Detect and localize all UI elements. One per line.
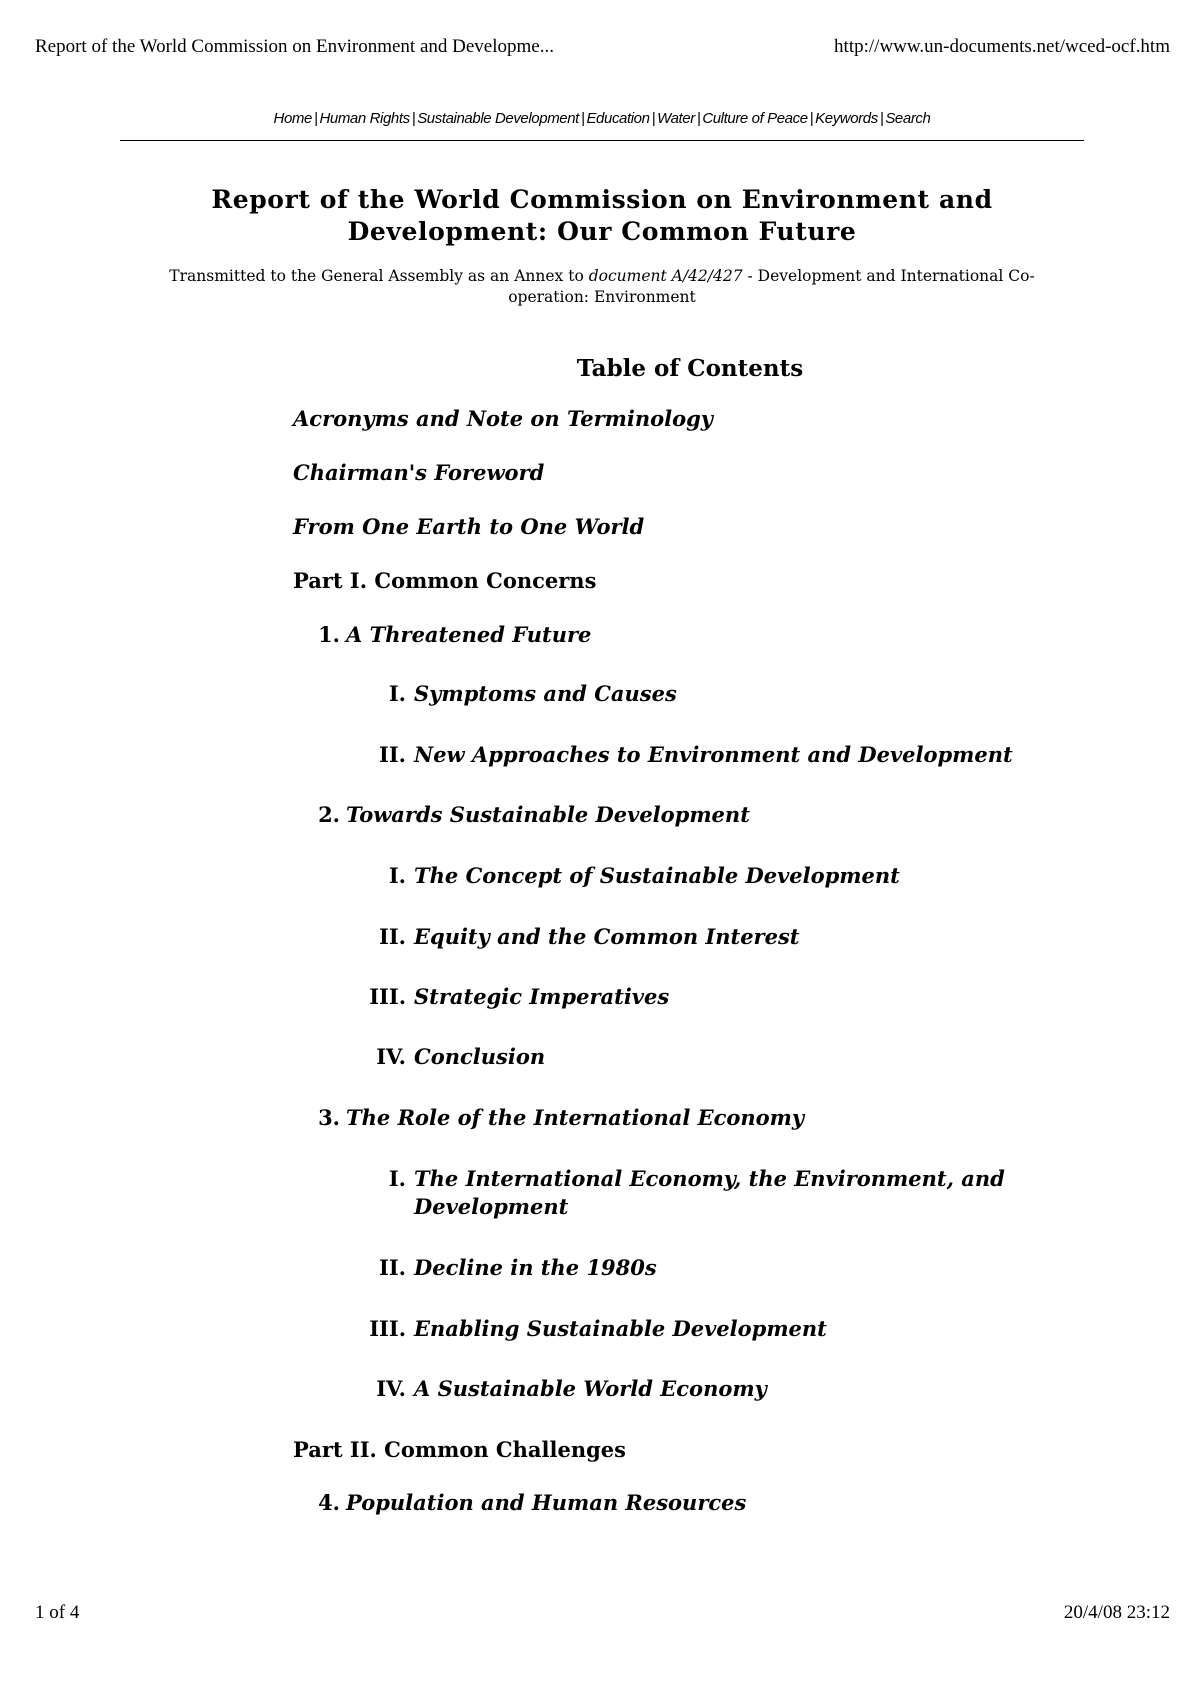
toc-item-acronyms	[293, 405, 713, 433]
toc-section	[340, 862, 900, 890]
nav-link-education[interactable]: Education	[586, 110, 650, 127]
toc-chapter	[290, 1104, 804, 1132]
nav-divider	[120, 140, 1084, 141]
toc-chapter	[290, 801, 750, 829]
nav-link-search[interactable]: Search	[885, 110, 931, 127]
subtitle-suffix: - Development and International Co-operation: Environment	[508, 267, 1035, 306]
toc-link[interactable]: A Sustainable World Economy	[414, 1376, 767, 1401]
nav-separator: |	[651, 110, 656, 127]
toc-link[interactable]: From One Earth to One World	[293, 514, 645, 539]
nav-link-home[interactable]: Home	[273, 110, 312, 127]
toc-section	[340, 923, 800, 951]
toc-section	[340, 741, 1013, 769]
nav-separator: |	[696, 110, 701, 127]
nav-link-sustainable-development[interactable]: Sustainable Development	[417, 110, 579, 127]
toc-chapter-number: 3.	[318, 1105, 340, 1130]
nav-separator: |	[313, 110, 318, 127]
nav-link-human-rights[interactable]: Human Rights	[319, 110, 410, 127]
toc-link[interactable]: Population and Human Resources	[346, 1490, 747, 1515]
toc-link[interactable]: Conclusion	[414, 1044, 546, 1069]
nav-separator: |	[411, 110, 416, 127]
toc-part-label: Part I. Common Concerns	[293, 568, 597, 593]
toc-section-number: IV.	[376, 1044, 406, 1069]
toc-section	[340, 983, 669, 1011]
toc-chapter-number: 4.	[318, 1490, 340, 1515]
toc-chapter-number: 2.	[318, 802, 340, 827]
toc-section-number: II.	[379, 1255, 406, 1280]
toc-part-heading	[293, 1436, 626, 1464]
toc-section	[340, 1375, 767, 1403]
toc-chapter	[290, 621, 591, 649]
toc-link[interactable]: Chairman's Foreword	[293, 460, 545, 485]
toc-section-number: II.	[379, 924, 406, 949]
toc-link[interactable]: A Threatened Future	[346, 622, 592, 647]
nav-link-culture-of-peace[interactable]: Culture of Peace	[702, 110, 808, 127]
toc-chapter-number: 1.	[318, 622, 340, 647]
toc-link[interactable]: The Role of the International Economy	[346, 1105, 805, 1130]
toc-link[interactable]: Decline in the 1980s	[414, 1255, 657, 1280]
toc-link[interactable]: New Approaches to Environment and Development	[414, 742, 1013, 767]
toc-section-number: III.	[369, 984, 406, 1009]
nav-separator: |	[879, 110, 884, 127]
toc-section-number: I.	[388, 1166, 406, 1191]
toc-section	[340, 1315, 827, 1343]
toc-link[interactable]: Enabling Sustainable Development	[414, 1316, 827, 1341]
subtitle-prefix: Transmitted to the General Assembly as an Annex to	[169, 267, 589, 285]
nav-separator: |	[809, 110, 814, 127]
toc-section	[340, 680, 677, 708]
toc-part-heading	[293, 567, 596, 595]
toc-section	[340, 1254, 657, 1282]
document-subtitle	[150, 266, 1054, 308]
nav-separator: |	[580, 110, 585, 127]
toc-section-number: IV.	[376, 1376, 406, 1401]
document-title: Report of the World Commission on Environment and Development: Our Common Future	[211, 185, 993, 246]
toc-section	[340, 1043, 545, 1071]
toc-link[interactable]: Equity and the Common Interest	[414, 924, 800, 949]
nav-link-water[interactable]: Water	[657, 110, 695, 127]
toc-link[interactable]: The International Economy, the Environment, and Development	[414, 1166, 1005, 1219]
toc-chapter	[290, 1489, 746, 1517]
print-footer-page: 1 of 4	[35, 1602, 80, 1623]
toc-item-foreword	[293, 459, 544, 487]
toc-link[interactable]: Acronyms and Note on Terminology	[293, 406, 713, 431]
toc-section	[340, 1165, 1040, 1221]
toc-link[interactable]: Symptoms and Causes	[414, 681, 677, 706]
print-header-title: Report of the World Commission on Environment and Developme...	[35, 36, 554, 57]
subtitle-document-ref: document A/42/427	[588, 267, 743, 285]
toc-section-number: I.	[388, 863, 406, 888]
toc-link[interactable]: The Concept of Sustainable Development	[414, 863, 900, 888]
toc-section-number: I.	[388, 681, 406, 706]
toc-part-label: Part II. Common Challenges	[293, 1437, 626, 1462]
site-nav	[120, 110, 1084, 127]
nav-link-keywords[interactable]: Keywords	[815, 110, 878, 127]
toc-section-number: II.	[379, 742, 406, 767]
print-header-url: http://www.un-documents.net/wced-ocf.htm	[834, 36, 1170, 57]
toc-heading: Table of Contents	[576, 355, 804, 382]
print-footer-timestamp: 20/4/08 23:12	[1063, 1602, 1170, 1623]
toc-item-one-earth	[293, 513, 644, 541]
toc-section-number: III.	[369, 1316, 406, 1341]
toc-link[interactable]: Towards Sustainable Development	[346, 802, 750, 827]
toc-link[interactable]: Strategic Imperatives	[414, 984, 670, 1009]
